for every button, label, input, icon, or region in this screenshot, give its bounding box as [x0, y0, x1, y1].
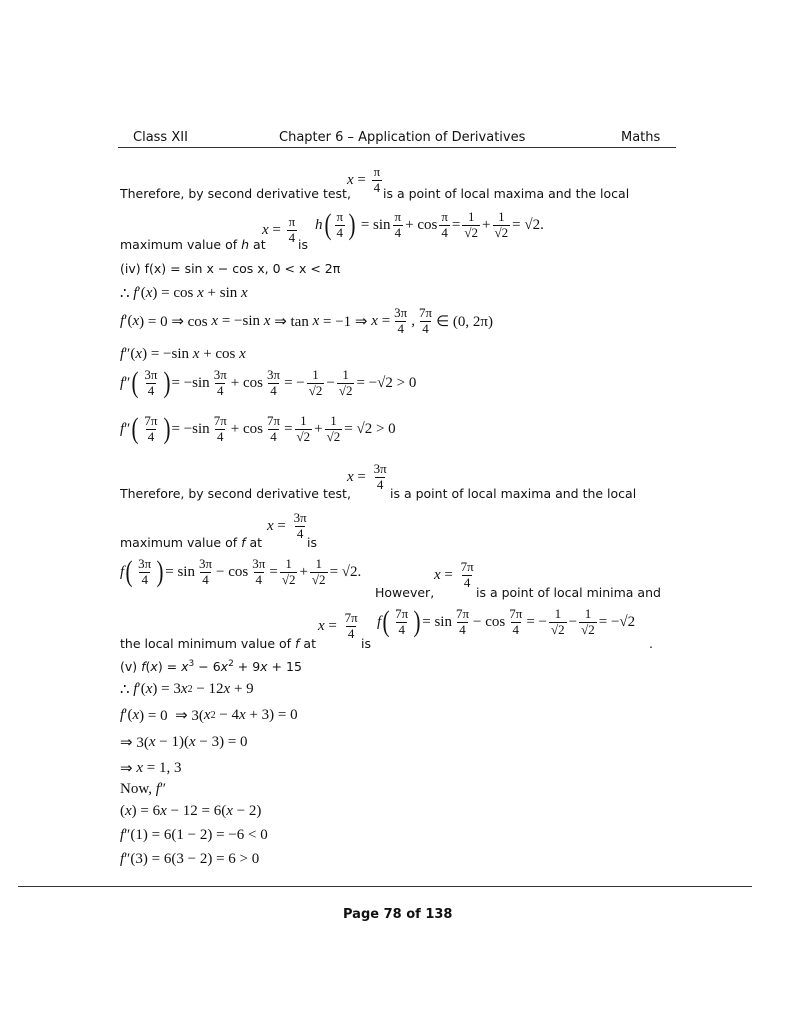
- text-line-2c: is: [298, 237, 308, 252]
- header-subject: Maths: [621, 130, 661, 145]
- math-f-max: f ( $\frac{3\pi}{4}$ ) = sin $\frac{3\pi}{4}$ − cos $\frac{3\pi}{4}$ = $\frac{1}{√2}$ + $\frac{1}{√2}$ = √2.: [120, 555, 362, 589]
- math-line-2: f ′( x ) = 0 ⇒ cos x = −sin x ⇒ tan x = −1 ⇒ x = $\frac{3\pi}{4}$ , $\frac{7\pi}{4}$ ∈ (0, 2π): [120, 305, 493, 336]
- part-iv-heading: (iv) f(x) = sin x − cos x, 0 < x < 2π: [120, 261, 341, 276]
- text-line-6a: the local minimum value of f at: [120, 636, 316, 651]
- math-v-3: ⇒ 3( x − 1)( x − 3) = 0: [120, 734, 248, 751]
- text-line-2a: maximum value of h at: [120, 237, 266, 252]
- math-f-min: f ( $\frac{7\pi}{4}$ ) = sin $\frac{7\pi}{4}$ − cos $\frac{7\pi}{4}$ = − $\frac{1}{√2}$ − $\frac{1}{√2}$ = −√2: [377, 605, 636, 639]
- text-line-3a: Therefore, by second derivative test,: [120, 486, 351, 501]
- math-v-2: f ′( x ) = 0 ⇒ 3( x 2 − 4 x + 3) = 0: [120, 707, 298, 724]
- math-v-7: f ″(1) = 6(1 − 2) = −6 < 0: [120, 827, 268, 843]
- math-v-1: ∴ f ′( x ) = 3 x 2 − 12 x + 9: [120, 681, 254, 698]
- math-x-7pi-4: x = $\frac{7\pi}{4}$: [434, 559, 474, 590]
- math-x-pi-4: x = $\frac{\pi}{4}$: [347, 164, 381, 195]
- math-v-5: Now, f ″: [120, 781, 167, 797]
- math-line-1: ∴ f ′( x ) = cos x + sin x: [120, 285, 248, 302]
- math-x-pi-4-b: x = $\frac{\pi}{4}$: [262, 214, 296, 245]
- text-line-6-dot: .: [649, 636, 653, 651]
- math-x-3pi-4: x = $\frac{3\pi}{4}$: [347, 461, 387, 492]
- math-x-7pi-4-b: x = $\frac{7\pi}{4}$: [318, 610, 358, 641]
- math-v-6: ( x ) = 6 x − 12 = 6( x − 2): [120, 803, 262, 819]
- footer-rule: [18, 886, 752, 887]
- part-v-heading: (v) $f(x) = x^3 - 6x^2 + 9x + 15$: [120, 659, 302, 675]
- math-h-value: h ( $\frac{\pi}{4}$ ) = sin $\frac{\pi}{4}$ + cos $\frac{\pi}{4}$ = $\frac{1}{√2}$ + $\frac{1}{√2}$ = √2.: [315, 208, 544, 242]
- math-x-3pi-4-b: x = $\frac{3\pi}{4}$: [267, 510, 307, 541]
- page-number: Page 78 of 138: [343, 907, 453, 922]
- math-v-4: ⇒ x = 1, 3: [120, 760, 182, 777]
- math-line-4: f ″ ( $\frac{3\pi}{4}$ ) = −sin $\frac{3\pi}{4}$ + cos $\frac{3\pi}{4}$ = − $\frac{1}{√2}$ − $\frac{1}{√2}$ = −√2 > 0: [120, 366, 417, 400]
- text-line-5b: is a point of local minima and: [476, 585, 661, 600]
- text-line-1a: Therefore, by second derivative test,: [120, 186, 351, 201]
- text-line-4a: maximum value of f at: [120, 535, 263, 550]
- header-class: Class XII: [133, 130, 188, 145]
- text-line-4c: is: [307, 535, 317, 550]
- text-line-3b: is a point of local maxima and the local: [390, 486, 637, 501]
- header-chapter: Chapter 6 – Application of Derivatives: [279, 130, 526, 145]
- math-v-8: f ″(3) = 6(3 − 2) = 6 > 0: [120, 851, 260, 867]
- header-rule: [118, 147, 676, 148]
- math-line-3: f ″( x ) = −sin x + cos x: [120, 346, 246, 362]
- text-line-6c: is: [361, 636, 371, 651]
- text-however: However,: [375, 585, 435, 600]
- math-line-5: f ″ ( $\frac{7\pi}{4}$ ) = −sin $\frac{7\pi}{4}$ + cos $\frac{7\pi}{4}$ = $\frac{1}{√2}$ + $\frac{1}{√2}$ = √2 > 0: [120, 412, 396, 446]
- text-line-1b: is a point of local maxima and the local: [383, 186, 630, 201]
